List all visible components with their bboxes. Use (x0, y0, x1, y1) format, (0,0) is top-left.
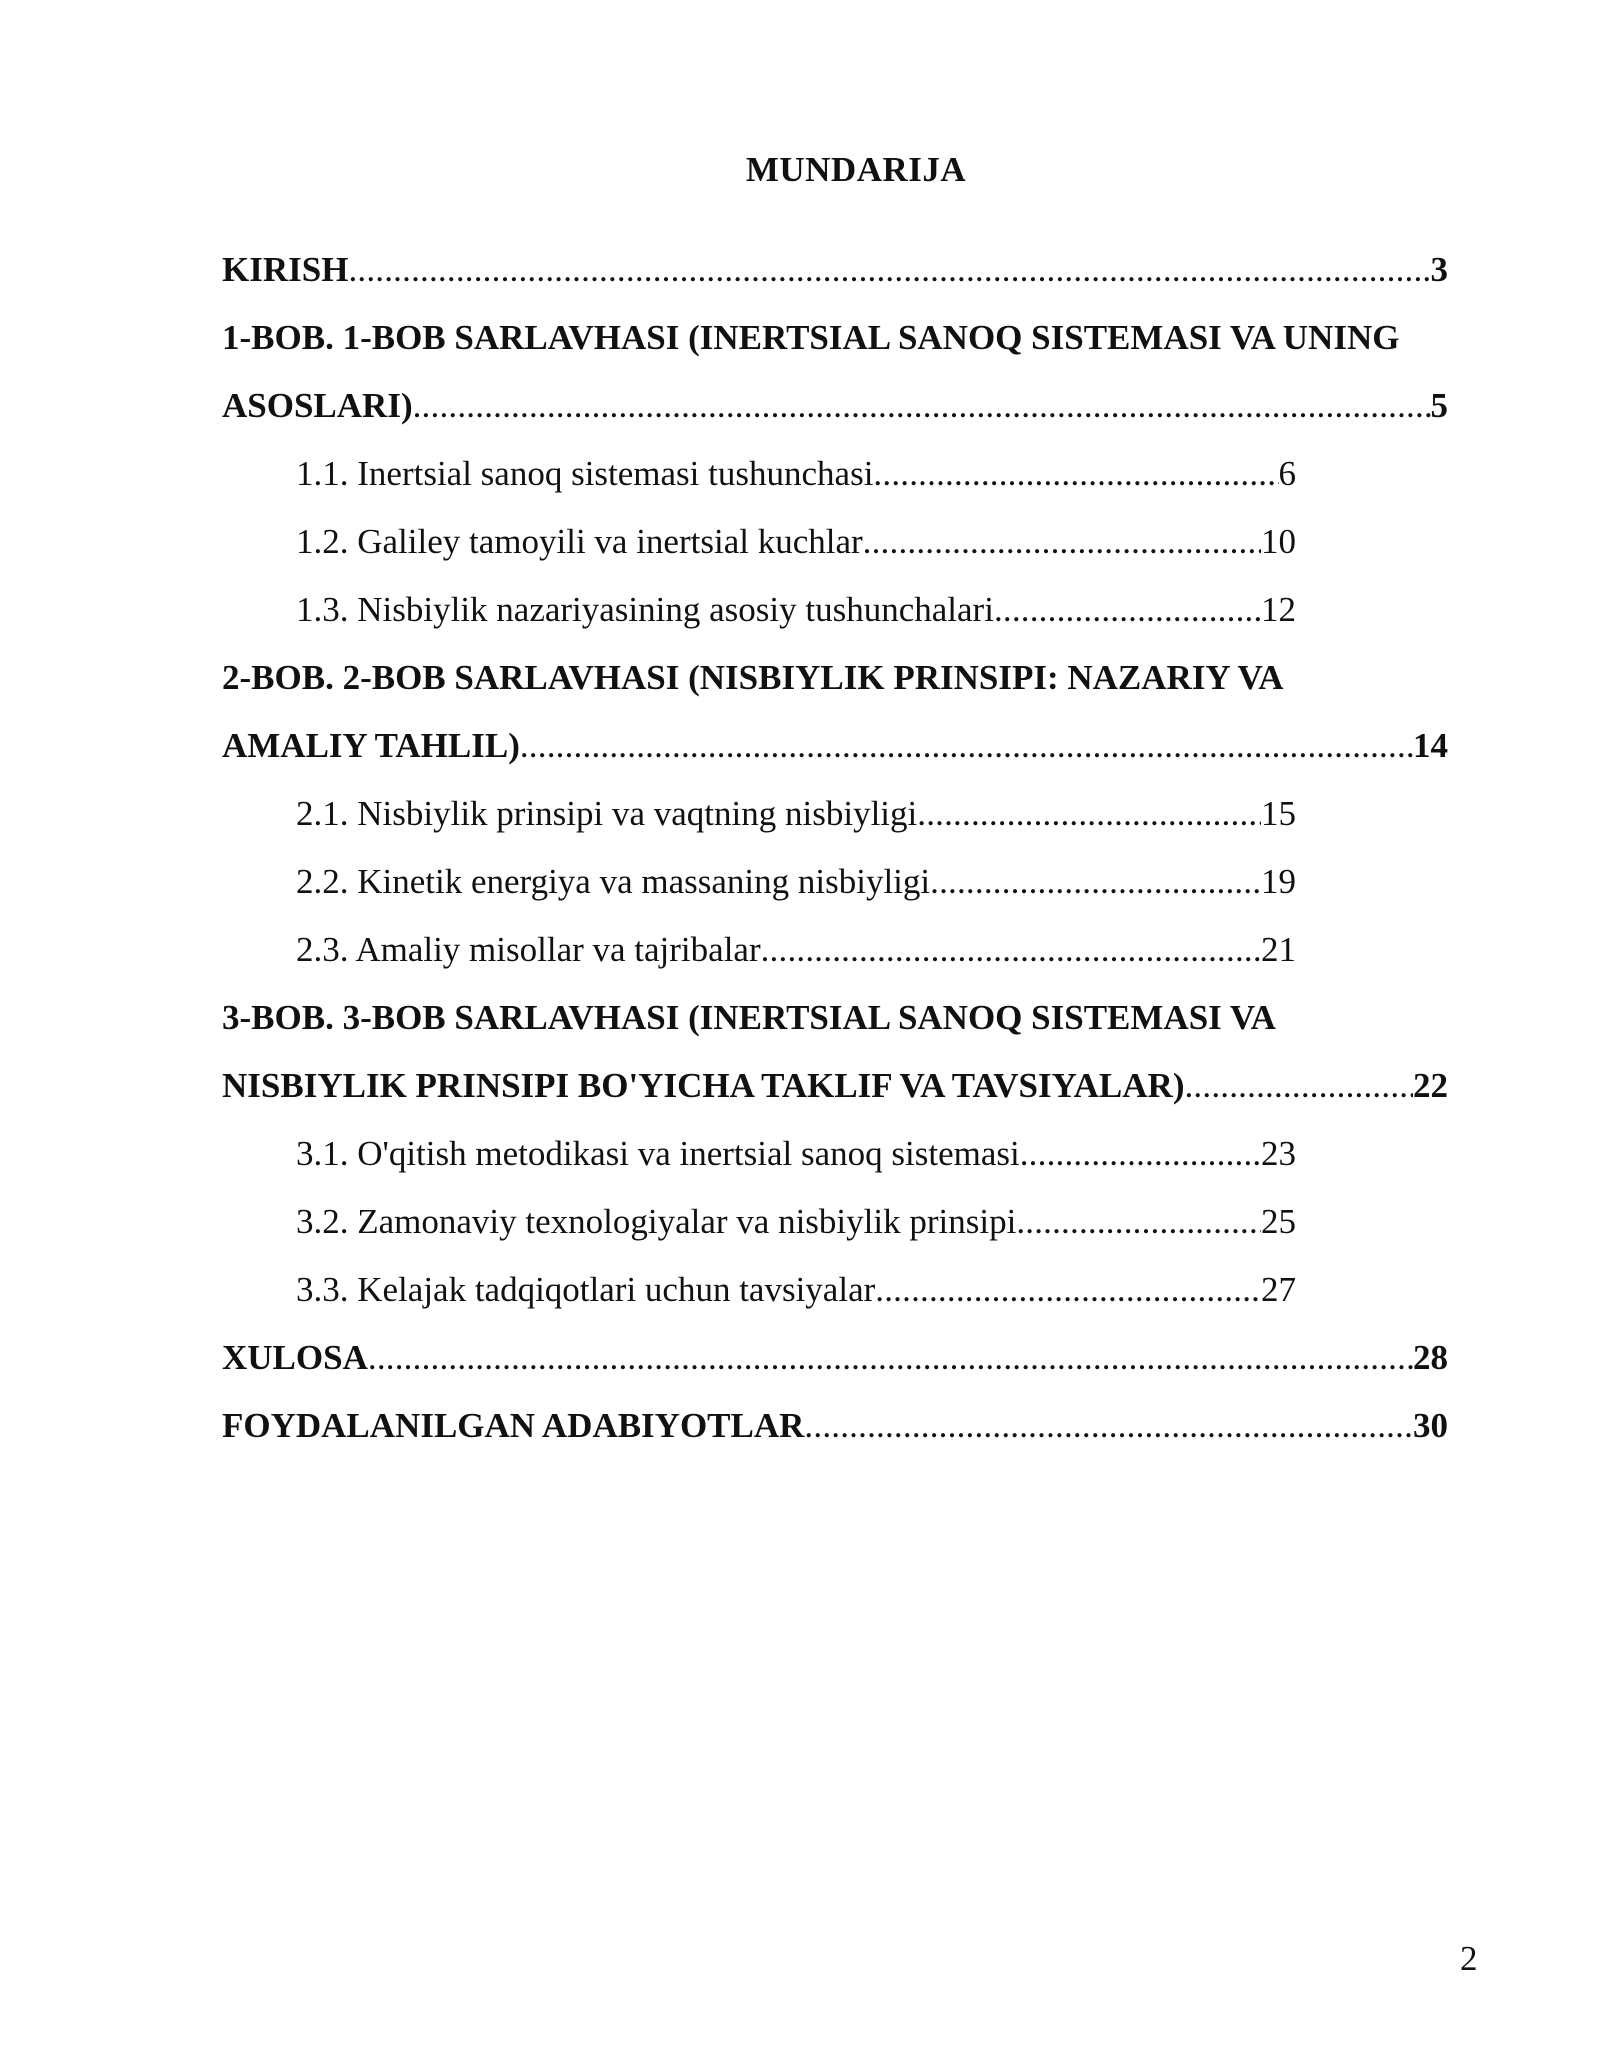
dot-leader (761, 918, 1261, 981)
toc-entry-page: 27 (1261, 1270, 1296, 1309)
dot-leader (930, 850, 1261, 913)
dot-leader (348, 238, 1430, 301)
dot-leader (368, 1326, 1413, 1389)
toc-entry-label: 2.2. Kinetik energiya va massaning nisbiyligi (296, 862, 931, 901)
toc-entry-page: 5 (1430, 386, 1448, 425)
toc-entry-label: KIRISH (222, 250, 349, 289)
toc-chapter-line1: 1-BOB. 1-BOB SARLAVHASI (INERTSIAL SANOQ SISTEMASI VA UNING (222, 318, 1400, 357)
toc-entry-page: 10 (1261, 522, 1296, 561)
toc-section-1-1[interactable] (222, 442, 1296, 510)
toc-section-1-3[interactable] (222, 578, 1296, 646)
toc-chapter-line1: 3-BOB. 3-BOB SARLAVHASI (INERTSIAL SANOQ SISTEMASI VA (222, 998, 1276, 1037)
toc-entry-page: 23 (1261, 1134, 1296, 1173)
toc-entry-label: 2.3. Amaliy misollar va tajribalar (296, 930, 761, 969)
toc-entry-label: 1.1. Inertsial sanoq sistemasi tushunchasi (296, 454, 874, 493)
toc-chapter-1-heading-cont[interactable] (222, 374, 1448, 442)
page-number: 2 (1460, 1939, 1478, 1978)
dot-leader (863, 510, 1261, 573)
dot-leader (413, 374, 1431, 437)
toc-entry-page: 19 (1261, 862, 1296, 901)
toc-section-2-2[interactable] (222, 850, 1296, 918)
toc-entry-references[interactable] (222, 1394, 1448, 1462)
toc-entry-page: 30 (1413, 1406, 1448, 1445)
toc-entry-page: 12 (1261, 590, 1296, 629)
toc-chapter-2-heading-cont[interactable] (222, 714, 1448, 782)
toc-section-2-3[interactable] (222, 918, 1296, 986)
toc-entry-page: 15 (1261, 794, 1296, 833)
toc-entry-label: 1.3. Nisbiylik nazariyasining asosiy tushunchalari (296, 590, 994, 629)
toc-section-3-3[interactable] (222, 1258, 1296, 1326)
toc-entry-page: 3 (1430, 250, 1448, 289)
toc-entry-label: 3.3. Kelajak tadqiqotlari uchun tavsiyalar (296, 1270, 876, 1309)
dot-leader (1016, 1190, 1261, 1253)
toc-section-3-2[interactable] (222, 1190, 1296, 1258)
toc-entry-xulosa[interactable] (222, 1326, 1448, 1394)
toc-entry-label: 3.1. O'qitish metodikasi va inertsial sanoq sistemasi (296, 1134, 1020, 1173)
toc-entry-label: XULOSA (222, 1338, 368, 1377)
dot-leader (1020, 1122, 1261, 1185)
toc-chapter-1-heading[interactable] (222, 306, 1472, 374)
toc-entry-label: 3.2. Zamonaviy texnologiyalar va nisbiylik prinsipi (296, 1202, 1017, 1241)
toc-chapter-2-heading[interactable] (222, 646, 1472, 714)
toc-chapter-3-heading[interactable] (222, 986, 1472, 1054)
toc-entry-page: 21 (1261, 930, 1296, 969)
toc-chapter-line2: AMALIY TAHLIL) (222, 726, 520, 765)
dot-leader (520, 714, 1413, 777)
toc-section-3-1[interactable] (222, 1122, 1296, 1190)
dot-leader (994, 578, 1261, 641)
toc-entry-page: 22 (1413, 1066, 1448, 1105)
dot-leader (917, 782, 1261, 845)
dot-leader (873, 442, 1278, 505)
toc-section-2-1[interactable] (222, 782, 1296, 850)
toc-chapter-3-heading-cont[interactable] (222, 1054, 1448, 1122)
toc-title: MUNDARIJA (745, 150, 967, 189)
toc-chapter-line2: ASOSLARI) (222, 386, 413, 425)
dot-leader (804, 1394, 1413, 1457)
toc-entry-label: 2.1. Nisbiylik prinsipi va vaqtning nisbiyligi (296, 794, 918, 833)
toc-entry-kirish[interactable] (222, 238, 1448, 306)
dot-leader (875, 1258, 1261, 1321)
toc-section-1-2[interactable] (222, 510, 1296, 578)
toc-chapter-line2: NISBIYLIK PRINSIPI BO'YICHA TAKLIF VA TAVSIYALAR) (222, 1066, 1185, 1105)
toc-entry-label: 1.2. Galiley tamoyili va inertsial kuchlar (296, 522, 863, 561)
table-of-contents (222, 238, 1472, 1462)
toc-chapter-line1: 2-BOB. 2-BOB SARLAVHASI (NISBIYLIK PRINSIPI: NAZARIY VA (222, 658, 1284, 697)
toc-entry-page: 14 (1413, 726, 1448, 765)
toc-entry-page: 28 (1413, 1338, 1448, 1377)
dot-leader (1184, 1054, 1413, 1117)
toc-entry-page: 25 (1261, 1202, 1296, 1241)
toc-entry-label: FOYDALANILGAN ADABIYOTLAR (222, 1406, 805, 1445)
toc-entry-page: 6 (1278, 454, 1296, 493)
